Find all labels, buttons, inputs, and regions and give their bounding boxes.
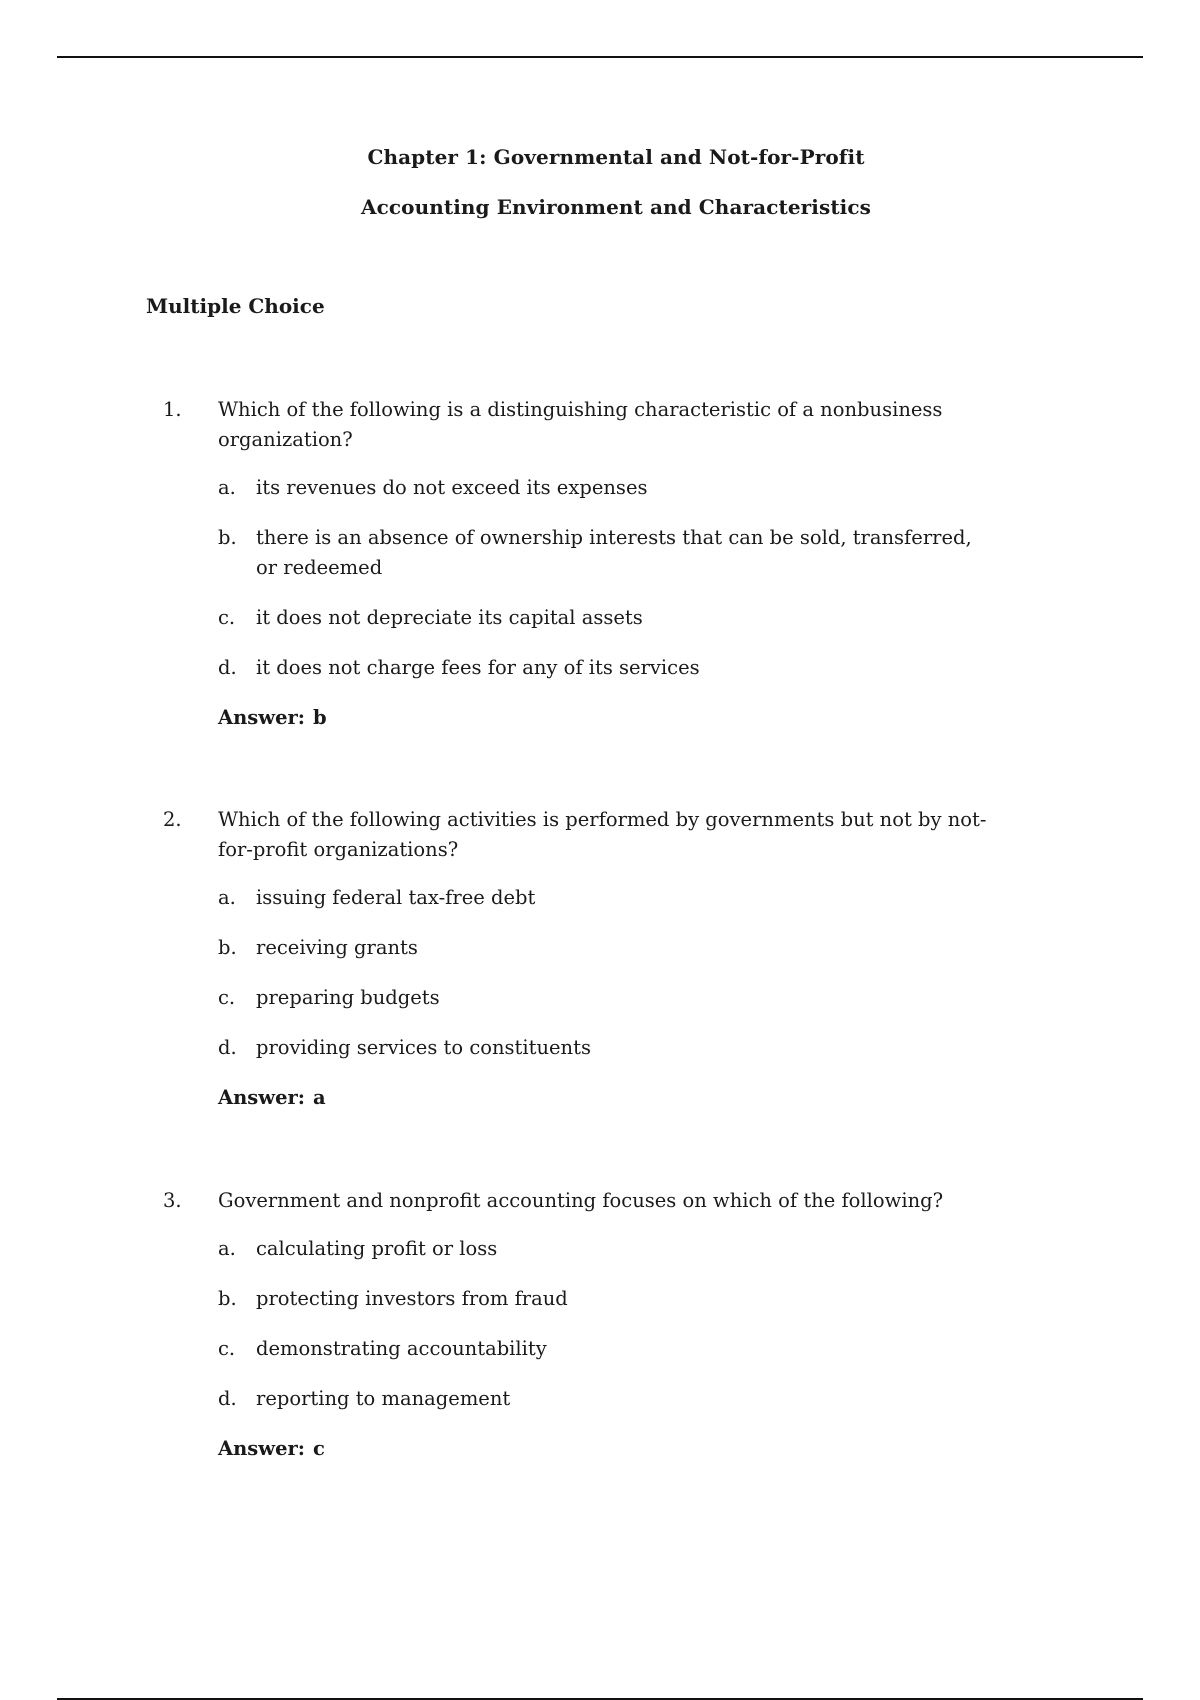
option-letter: a. [218,1237,236,1260]
option-text: reporting to management [256,1387,511,1410]
option-c [218,983,1013,1013]
option-text: calculating profit or loss [256,1237,498,1260]
option-a [218,1234,1013,1264]
option-letter: d. [218,656,237,679]
chapter-title-line-2: Accounting Environment and Characteristics [360,195,872,219]
answer-line [218,1434,1013,1464]
option-letter: d. [218,1036,237,1059]
question-stem [163,395,1013,455]
option-letter: a. [218,476,236,499]
option-d [218,1384,1013,1414]
option-d [218,1033,1013,1063]
option-text: it does not depreciate its capital assets [256,606,643,629]
question-number: 1. [163,398,182,421]
option-text: it does not charge fees for any of its services [256,656,700,679]
answer-label: Answer: [218,1086,305,1109]
answer-line [218,1083,1013,1113]
question-text: Government and nonprofit accounting focuses on which of the following? [218,1189,944,1212]
option-text: preparing budgets [256,986,440,1009]
option-letter: b. [218,526,237,549]
answer-value: b [312,706,327,729]
option-c [218,603,1013,633]
option-text: there is an absence of ownership interests that can be sold, transferred, or redeemed [256,526,972,579]
question-text: Which of the following is a distinguishing characteristic of a nonbusiness organization? [218,398,943,451]
option-text: providing services to constituents [256,1036,591,1059]
answer-label: Answer: [218,706,305,729]
answer-line [218,703,1013,733]
option-d [218,653,1013,683]
option-b [218,523,1013,583]
question-text: Which of the following activities is performed by governments but not by not-for-profit organizations? [218,808,987,861]
option-text: its revenues do not exceed its expenses [256,476,648,499]
option-letter: a. [218,886,236,909]
question-stem [163,805,1013,865]
question-3 [163,1186,1013,1464]
option-a [218,883,1013,913]
question-number: 2. [163,808,182,831]
option-letter: d. [218,1387,237,1410]
option-b [218,933,1013,963]
option-letter: c. [218,1337,236,1360]
answer-value: c [312,1437,325,1460]
chapter-title-line-1: Chapter 1: Governmental and Not-for-Profit [367,145,865,169]
top-rule [57,56,1143,58]
option-letter: c. [218,986,236,1009]
question-number: 3. [163,1189,182,1212]
answer-value: a [312,1086,326,1109]
question-1 [163,395,1013,733]
question-2 [163,805,1013,1113]
option-list [218,883,1013,1063]
option-a [218,473,1013,503]
section-heading: Multiple Choice [146,294,325,318]
option-text: demonstrating accountability [256,1337,547,1360]
option-list [218,473,1013,683]
option-text: receiving grants [256,936,418,959]
option-letter: b. [218,936,237,959]
option-letter: b. [218,1287,237,1310]
option-c [218,1334,1013,1364]
option-list [218,1234,1013,1414]
option-text: protecting investors from fraud [256,1287,568,1310]
question-stem [163,1186,1013,1216]
answer-label: Answer: [218,1437,305,1460]
option-text: issuing federal tax-free debt [256,886,536,909]
option-b [218,1284,1013,1314]
option-letter: c. [218,606,236,629]
